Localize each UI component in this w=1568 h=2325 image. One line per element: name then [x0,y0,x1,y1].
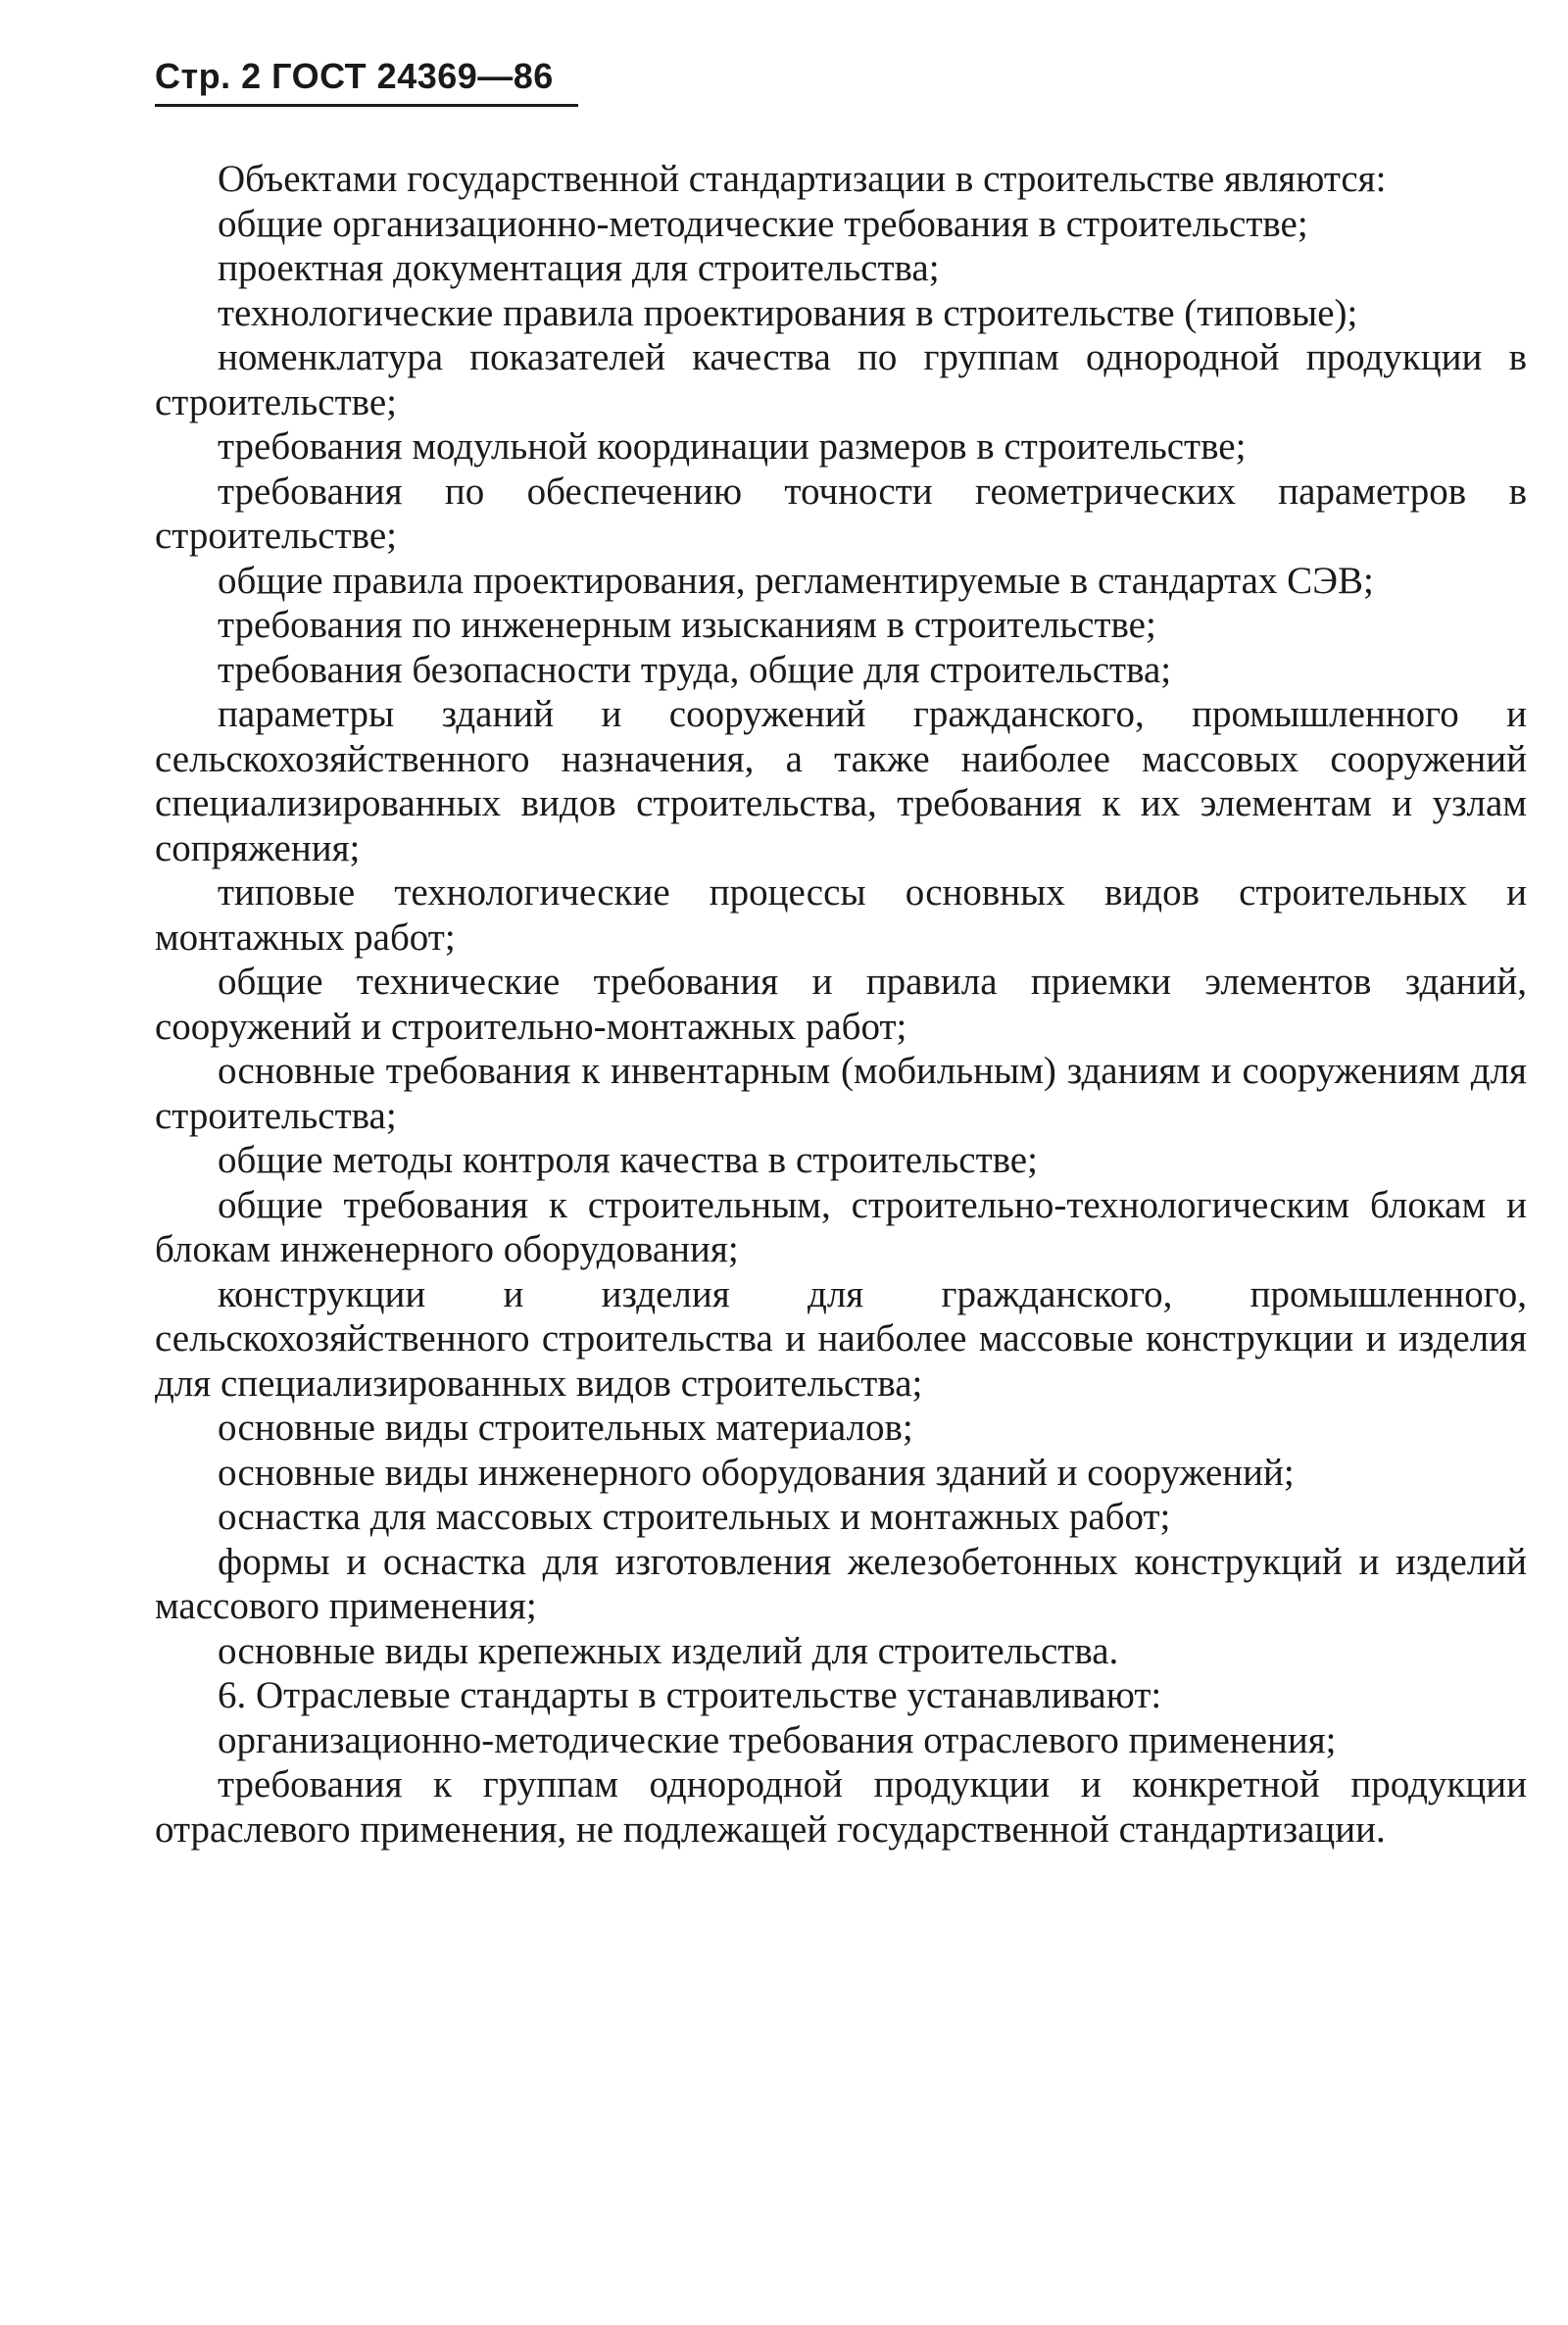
header-rule [155,104,578,107]
section-heading: 6. Отраслевые стандарты в строительстве устанавливают: [218,1674,1162,1716]
list-item: основные требования к инвентарным (мобильным) зданиям и сооружениям для строительства; [155,1050,1527,1137]
list-item: требования по инженерным изысканиям в строительстве; [218,604,1156,646]
paragraph-intro: Объектами государственной стандартизации в строительстве являются: [218,158,1387,200]
list-item: требования к группам однородной продукции и конкретной продукции отраслевого применения, не подлежащей государственной стандартизации. [155,1763,1527,1851]
list-item: организационно-методические требования отраслевого применения; [218,1718,1337,1761]
list-item: основные виды инженерного оборудования зданий и сооружений; [218,1451,1295,1494]
list-item: общие методы контроля качества в строительстве; [218,1139,1038,1181]
list-item: общие организационно-методические требования в строительстве; [218,202,1308,245]
list-item: общие правила проектирования, регламентируемые в стандартах СЭВ; [218,559,1374,602]
list-item: требования по обеспечению точности геометрических параметров в строительстве; [155,470,1527,557]
list-item: оснастка для массовых строительных и монтажных работ; [218,1496,1171,1538]
list-item: формы и оснастка для изготовления железобетонных конструкций и изделий массового применения; [155,1540,1527,1627]
list-item: требования безопасности труда, общие для строительства; [218,648,1172,691]
page-header: Стр. 2 ГОСТ 24369—86 [155,56,554,96]
list-item: основные виды крепежных изделий для строительства. [218,1629,1119,1672]
list-item: конструкции и изделия для гражданского, промышленного, сельскохозяйственного строительства и наиболее массовые конструкции и изделия для специализированных видов строительства; [155,1272,1527,1405]
list-item: параметры зданий и сооружений гражданского, промышленного и сельскохозяйственного назначения, а также наиболее массовых сооружений специализированных видов строительства, требования к их элементам и узлам сопряжения; [155,693,1527,869]
list-item: общие требования к строительным, строительно-технологическим блокам и блокам инженерного оборудования; [155,1183,1527,1270]
list-item: номенклатура показателей качества по группам однородной продукции в строительстве; [155,336,1527,423]
list-item: основные виды строительных материалов; [218,1407,913,1449]
list-item: проектная документация для строительства; [218,247,940,289]
list-item: требования модульной координации размеров в строительстве; [218,425,1247,468]
list-item: технологические правила проектирования в строительстве (типовые); [218,291,1358,334]
document-body [155,157,1527,1852]
list-item: типовые технологические процессы основных видов строительных и монтажных работ; [155,871,1527,959]
list-item: общие технические требования и правила приемки элементов зданий, сооружений и строительно-монтажных работ; [155,961,1527,1048]
